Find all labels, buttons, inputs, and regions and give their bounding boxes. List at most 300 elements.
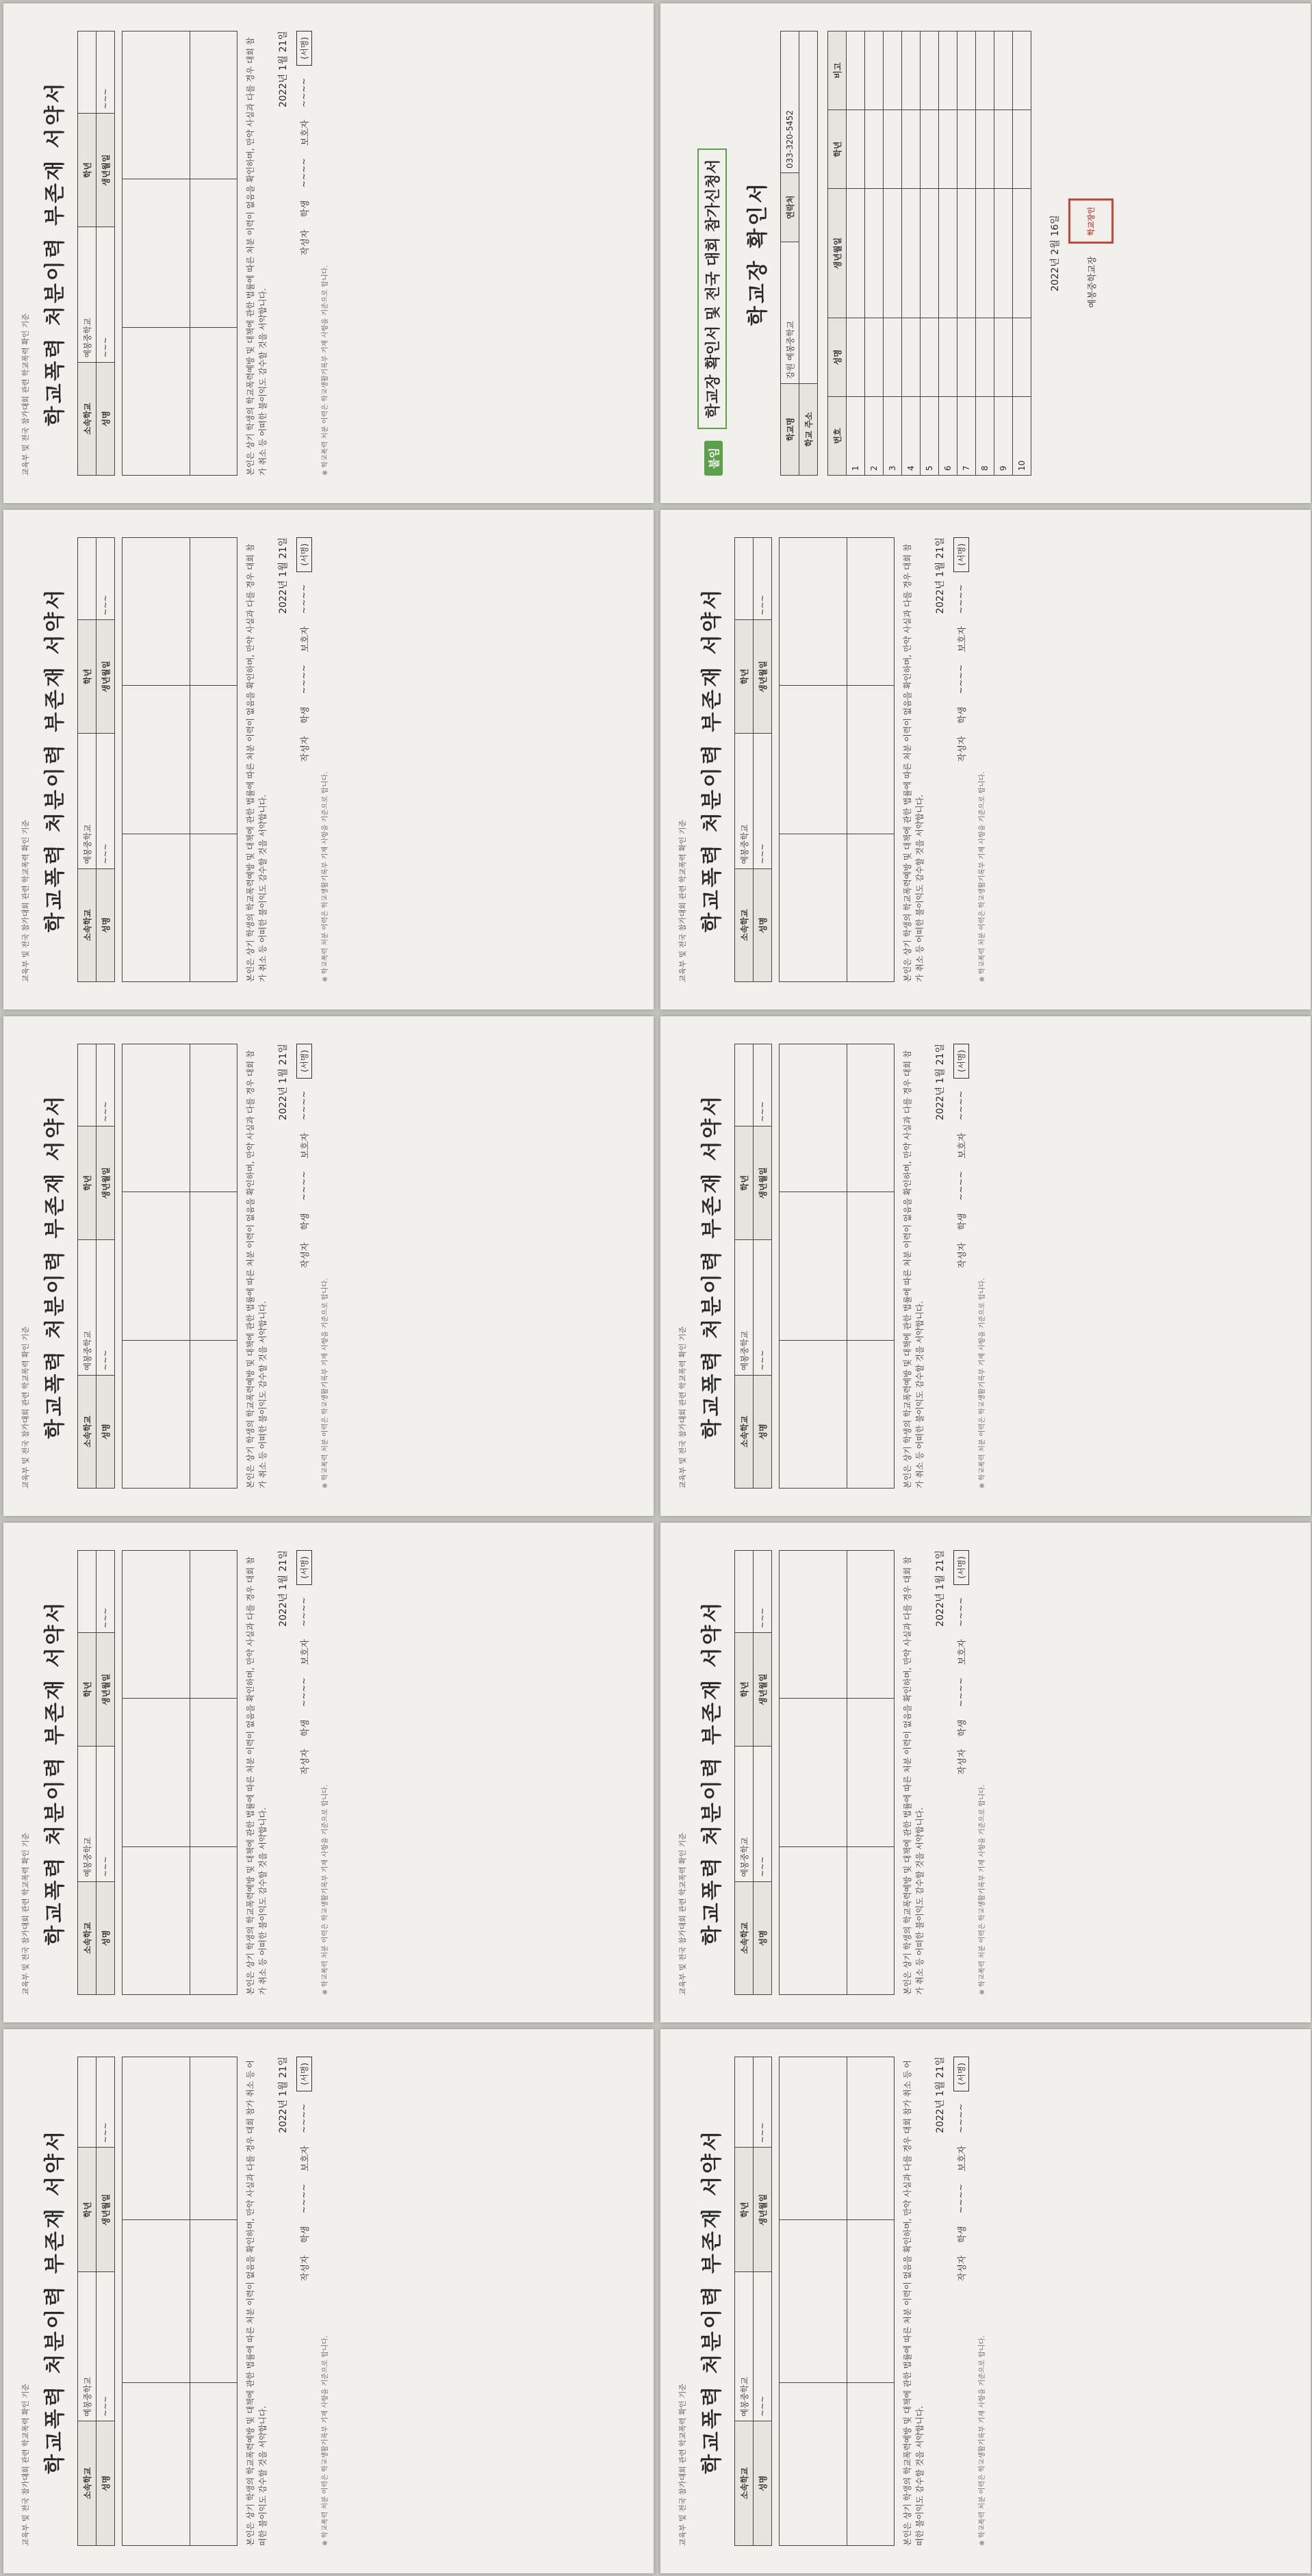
school-value: 예봉중학교 (735, 733, 754, 868)
sign-label: (서명) (953, 1550, 969, 1585)
column-header: 성명 (754, 1375, 772, 1488)
address-label: 학교 주소 (799, 383, 818, 475)
handwritten-birthdate: ~~~ (758, 1608, 767, 1629)
table-cell (754, 1551, 772, 1633)
table-cell (780, 1551, 847, 1699)
table-row (921, 31, 939, 476)
table-cell (865, 31, 884, 110)
table-cell (78, 1551, 97, 1633)
table-cell (847, 110, 865, 189)
student-list-table (827, 31, 1031, 476)
table-cell (754, 733, 772, 868)
consent-title: 학교폭력 처분이력 부존재 서약서 (700, 2128, 724, 2475)
form-subtitle: 학교장 확인서 (746, 180, 770, 326)
table-cell (780, 2057, 847, 2220)
handwritten-signature: ~~~~ (956, 2183, 966, 2214)
table-cell (123, 1699, 190, 1846)
agreement-text: 본인은 상기 학생의 학교폭력예방 및 대책에 관한 법률에 따른 처분 이력이 없음을 확인하며, 만약 사실과 다를 경우 대회 참가 취소 등 어떠한 불이익도 감수할 것을 서약합니다. (246, 1556, 268, 1995)
table-cell (884, 189, 902, 318)
signature-row (296, 2057, 312, 2546)
school-value: 예봉중학교 (78, 1746, 97, 1881)
handwritten-name: ~~~ (758, 1350, 767, 1371)
table-cell (939, 189, 957, 318)
table-cell (123, 1340, 190, 1488)
history-table (779, 1044, 895, 1489)
table-row (847, 31, 865, 476)
table-cell (123, 1044, 190, 1192)
table-cell (780, 538, 847, 686)
table-cell (902, 31, 921, 110)
guardian-label: 보호자 (957, 1639, 968, 1665)
footnote: ※ 학교폭력 처분 이력은 학교생활기록부 기재 사항을 기준으로 합니다. (322, 1278, 329, 1489)
agreement-text: 본인은 상기 학생의 학교폭력예방 및 대책에 관한 법률에 따른 처분 이력이 없음을 확인하며, 만약 사실과 다를 경우 대회 참가 취소 등 어떠한 불이익도 감수할 것을 서약합니다. (246, 37, 268, 476)
handwritten-signature: ~~~~ (956, 584, 966, 615)
table-cell (780, 1699, 847, 1846)
student-label: 학생 (300, 200, 311, 218)
form-header-note: 교육부 및 전국 참가대회 관련 학교폭력 확인 기준 (21, 313, 30, 476)
signer-label: 작성자 (957, 1242, 968, 1269)
student-label: 학생 (957, 2226, 968, 2243)
table-cell (97, 733, 115, 868)
student-info-table (734, 1044, 772, 1489)
table-cell (939, 31, 957, 110)
table-cell (735, 2057, 754, 2148)
table-cell: 10 (1013, 396, 1031, 475)
consent-form-page (660, 1523, 1311, 2022)
signature-row (296, 1044, 312, 1489)
signer-label: 작성자 (300, 736, 311, 762)
address-value (799, 31, 818, 384)
column-header: 학년 (735, 1633, 754, 1746)
table-cell (1013, 110, 1031, 189)
principal-name: 예봉중학교장 (1087, 256, 1098, 308)
table-cell (123, 1192, 190, 1340)
table-cell (123, 2220, 190, 2383)
table-cell (780, 1192, 847, 1340)
form-header (697, 31, 727, 476)
table-cell: 5 (921, 396, 939, 475)
signer-label: 작성자 (957, 1749, 968, 1775)
student-label: 학생 (300, 706, 311, 724)
handwritten-signature: ~~~~ (299, 77, 309, 108)
handwritten-name: ~~~ (758, 2395, 767, 2417)
table-cell (976, 31, 994, 110)
column-header: 소속학교 (735, 2421, 754, 2545)
guardian-label: 보호자 (300, 626, 311, 652)
handwritten-name: ~~~ (101, 1350, 110, 1371)
form-header-note: 교육부 및 전국 참가대회 관련 학교폭력 확인 기준 (678, 820, 687, 982)
table-row (1013, 31, 1031, 476)
table-cell (847, 31, 865, 110)
signer-label: 작성자 (300, 1749, 311, 1775)
table-cell (847, 2220, 895, 2383)
column-header: 소속학교 (735, 1375, 754, 1488)
table-cell (190, 179, 237, 327)
column-header: 학년 (78, 620, 97, 733)
footnote: ※ 학교폭력 처분 이력은 학교생활기록부 기재 사항을 기준으로 합니다. (979, 771, 986, 982)
table-cell (902, 189, 921, 318)
table-row (994, 31, 1013, 476)
table-cell (902, 110, 921, 189)
column-header: 번호 (828, 396, 847, 475)
handwritten-birthdate: ~~~ (758, 2122, 767, 2143)
footnote: ※ 학교폭력 처분 이력은 학교생활기록부 기재 사항을 기준으로 합니다. (979, 1784, 986, 1995)
footnote: ※ 학교폭력 처분 이력은 학교생활기록부 기재 사항을 기준으로 합니다. (322, 1784, 329, 1995)
school-value: 예봉중학교 (735, 1239, 754, 1375)
table-cell (865, 318, 884, 396)
school-value: 예봉중학교 (78, 733, 97, 868)
table-cell (97, 31, 115, 114)
column-header: 생년월일 (97, 1126, 115, 1239)
history-table (122, 31, 237, 476)
student-info-table (734, 2057, 772, 2546)
handwritten-signature: ~~~~ (956, 2103, 966, 2134)
table-cell (735, 1044, 754, 1126)
handwritten-signature: ~~~~ (299, 1090, 309, 1121)
school-value: 예봉중학교 (78, 227, 97, 362)
table-cell (994, 318, 1013, 396)
table-cell (754, 2272, 772, 2421)
column-header: 소속학교 (78, 1375, 97, 1488)
table-cell (190, 327, 237, 475)
agreement-text: 본인은 상기 학생의 학교폭력예방 및 대책에 관한 법률에 따른 처분 이력이 없음을 확인하며, 만약 사실과 다를 경우 대회 참가 취소 등 어떠한 불이익도 감수할 것을 서약합니다. (903, 1050, 925, 1489)
consent-date: 2022년 1월 21일 (935, 2057, 946, 2133)
table-cell (780, 1044, 847, 1192)
table-cell (921, 189, 939, 318)
signer-label: 작성자 (300, 1242, 311, 1269)
column-header: 성명 (828, 318, 847, 396)
table-row (939, 31, 957, 476)
sign-label: (서명) (296, 31, 312, 66)
handwritten-signature: ~~~~ (299, 157, 309, 188)
school-info-table (780, 31, 818, 476)
table-cell (780, 2220, 847, 2383)
table-cell (123, 31, 190, 179)
table-cell (190, 1846, 237, 1994)
column-header: 학년 (78, 1633, 97, 1746)
table-cell (123, 327, 190, 475)
column-header: 학년 (735, 1126, 754, 1239)
student-info-table (734, 1550, 772, 1995)
table-cell (847, 686, 895, 834)
handwritten-name: ~~~ (758, 1856, 767, 1877)
table-cell (190, 2220, 237, 2383)
table-cell (780, 834, 847, 981)
table-cell (902, 318, 921, 396)
signer-label: 작성자 (300, 2255, 311, 2282)
column-header: 생년월일 (754, 2148, 772, 2272)
table-cell (735, 1551, 754, 1633)
signer-label: 작성자 (957, 736, 968, 762)
table-cell (780, 686, 847, 834)
form-header-note: 교육부 및 전국 참가대회 관련 학교폭력 확인 기준 (678, 2384, 687, 2546)
column-header: 성명 (754, 868, 772, 981)
student-info-table (77, 2057, 115, 2546)
consent-title: 학교폭력 처분이력 부존재 서약서 (43, 587, 67, 933)
principal-signature-row (1068, 31, 1114, 476)
table-cell (97, 1746, 115, 1881)
signature-row (296, 31, 312, 476)
table-cell (754, 538, 772, 620)
table-row (976, 31, 994, 476)
consent-date: 2022년 1월 21일 (935, 537, 946, 614)
table-row (957, 31, 976, 476)
guardian-label: 보호자 (300, 2146, 311, 2172)
column-header: 성명 (754, 2421, 772, 2545)
table-cell (123, 1551, 190, 1699)
column-header: 성명 (97, 1881, 115, 1994)
phone-label: 연락처 (781, 173, 799, 242)
form-header-note: 교육부 및 전국 참가대회 관련 학교폭력 확인 기준 (21, 1833, 30, 1995)
signature-row (953, 2057, 969, 2546)
table-cell (97, 538, 115, 620)
phone-value: 033-320-5452 (781, 31, 799, 173)
column-header: 생년월일 (828, 189, 847, 318)
consent-date: 2022년 1월 21일 (278, 1550, 289, 1627)
column-header: 소속학교 (735, 1881, 754, 1994)
table-cell (921, 318, 939, 396)
table-cell (754, 1044, 772, 1126)
school-value: 강원 예봉중학교 (781, 242, 799, 383)
table-cell (123, 1846, 190, 1994)
table-row (865, 31, 884, 476)
sign-label: (서명) (296, 1550, 312, 1585)
table-cell (976, 318, 994, 396)
table-cell (994, 110, 1013, 189)
column-header: 소속학교 (78, 2421, 97, 2545)
column-header: 소속학교 (78, 868, 97, 981)
student-label: 학생 (957, 1719, 968, 1737)
consent-title: 학교폭력 처분이력 부존재 서약서 (700, 1599, 724, 1946)
handwritten-signature: ~~~~ (299, 2103, 309, 2134)
table-cell (78, 2057, 97, 2148)
sign-label: (서명) (953, 2057, 969, 2091)
table-cell (190, 686, 237, 834)
column-header: 생년월일 (97, 620, 115, 733)
table-cell (190, 834, 237, 981)
table-cell (190, 1044, 237, 1192)
consent-form-page (660, 1016, 1311, 1516)
consent-title: 학교폭력 처분이력 부존재 서약서 (43, 1093, 67, 1439)
handwritten-birthdate: ~~~ (758, 1101, 767, 1122)
consent-title: 학교폭력 처분이력 부존재 서약서 (43, 2128, 67, 2475)
consent-date: 2022년 1월 21일 (278, 31, 289, 107)
handwritten-birthdate: ~~~ (758, 595, 767, 616)
table-cell (847, 318, 865, 396)
handwritten-signature: ~~~~ (299, 1170, 309, 1201)
document-page-1 (660, 3, 1311, 503)
handwritten-signature: ~~~~ (299, 1677, 309, 1708)
table-cell (780, 2383, 847, 2546)
student-info-table (77, 1044, 115, 1489)
official-seal-icon: 학교장인 (1068, 198, 1114, 244)
column-header: 학년 (78, 2148, 97, 2272)
table-cell: 6 (939, 396, 957, 475)
column-header: 성명 (97, 868, 115, 981)
student-info-table (734, 537, 772, 982)
table-cell (123, 538, 190, 686)
consent-title: 학교폭력 처분이력 부존재 서약서 (700, 1093, 724, 1439)
table-cell (190, 1699, 237, 1846)
table-cell (957, 189, 976, 318)
table-cell (780, 1846, 847, 1994)
confirmation-date: 2022년 2월 16일 (1050, 215, 1061, 292)
table-cell (865, 189, 884, 318)
table-cell (123, 686, 190, 834)
table-cell (957, 318, 976, 396)
table-cell (921, 110, 939, 189)
student-label: 학생 (957, 706, 968, 724)
footnote: ※ 학교폭력 처분 이력은 학교생활기록부 기재 사항을 기준으로 합니다. (322, 771, 329, 982)
school-label: 학교명 (781, 383, 799, 475)
table-cell: 2 (865, 396, 884, 475)
consent-form-page (660, 2029, 1311, 2573)
table-cell (957, 31, 976, 110)
consent-form-page (3, 1523, 654, 2022)
handwritten-name: ~~~ (101, 337, 110, 358)
signature-row (953, 1550, 969, 1995)
handwritten-signature: ~~~~ (299, 584, 309, 615)
column-header: 학년 (78, 114, 97, 227)
table-cell (939, 110, 957, 189)
consent-title: 학교폭력 처분이력 부존재 서약서 (43, 80, 67, 426)
school-value: 예봉중학교 (78, 1239, 97, 1375)
table-cell: 4 (902, 396, 921, 475)
table-cell (78, 31, 97, 114)
column-header: 학년 (828, 110, 847, 189)
table-cell (123, 2383, 190, 2546)
table-cell (78, 538, 97, 620)
table-cell (97, 1551, 115, 1633)
table-cell (97, 227, 115, 362)
table-cell: 8 (976, 396, 994, 475)
table-cell (190, 2057, 237, 2220)
sign-label: (서명) (953, 1044, 969, 1079)
table-cell (847, 538, 895, 686)
guardian-label: 보호자 (957, 1133, 968, 1159)
consent-date: 2022년 1월 21일 (278, 537, 289, 614)
table-cell (190, 2383, 237, 2546)
column-header: 학년 (735, 2148, 754, 2272)
column-header: 학년 (735, 620, 754, 733)
table-cell (97, 1044, 115, 1126)
table-cell: 3 (884, 396, 902, 475)
table-cell (847, 1846, 895, 1994)
signature-row (296, 1550, 312, 1995)
form-header-note: 교육부 및 전국 참가대회 관련 학교폭력 확인 기준 (21, 2384, 30, 2546)
consent-title: 학교폭력 처분이력 부존재 서약서 (43, 1599, 67, 1946)
table-cell (754, 1746, 772, 1881)
attachment-badge: 붙임 (704, 441, 723, 476)
agreement-text: 본인은 상기 학생의 학교폭력예방 및 대책에 관한 법률에 따른 처분 이력이 없음을 확인하며, 만약 사실과 다를 경우 대회 참가 취소 등 어떠한 불이익도 감수할 것을 서약합니다. (246, 2060, 268, 2546)
handwritten-birthdate: ~~~ (101, 88, 110, 110)
table-cell (754, 1239, 772, 1375)
footnote: ※ 학교폭력 처분 이력은 학교생활기록부 기재 사항을 기준으로 합니다. (322, 2335, 329, 2546)
agreement-text: 본인은 상기 학생의 학교폭력예방 및 대책에 관한 법률에 따른 처분 이력이 없음을 확인하며, 만약 사실과 다를 경우 대회 참가 취소 등 어떠한 불이익도 감수할 것을 서약합니다. (903, 1556, 925, 1995)
school-value: 예봉중학교 (78, 2272, 97, 2421)
signature-row (953, 1044, 969, 1489)
handwritten-birthdate: ~~~ (101, 595, 110, 616)
form-title: 학교장 확인서 및 전국 대회 참가신청서 (697, 149, 727, 429)
history-table (122, 1550, 237, 1995)
student-info-table (77, 31, 115, 476)
column-header: 비고 (828, 31, 847, 110)
handwritten-signature: ~~~~ (956, 1170, 966, 1201)
table-cell (994, 31, 1013, 110)
table-cell (847, 189, 865, 318)
student-info-table (77, 537, 115, 982)
table-cell (1013, 31, 1031, 110)
agreement-text: 본인은 상기 학생의 학교폭력예방 및 대책에 관한 법률에 따른 처분 이력이 없음을 확인하며, 만약 사실과 다를 경우 대회 참가 취소 등 어떠한 불이익도 감수할 것을 서약합니다. (246, 543, 268, 982)
table-cell (735, 538, 754, 620)
handwritten-name: ~~~ (101, 843, 110, 864)
form-header-note: 교육부 및 전국 참가대회 관련 학교폭력 확인 기준 (21, 820, 30, 982)
column-header: 생년월일 (754, 1126, 772, 1239)
column-header: 생년월일 (97, 2148, 115, 2272)
table-cell (97, 1239, 115, 1375)
table-cell (847, 1340, 895, 1488)
signer-label: 작성자 (300, 229, 311, 256)
table-cell (190, 1551, 237, 1699)
signature-row (953, 537, 969, 982)
handwritten-birthdate: ~~~ (101, 1608, 110, 1629)
agreement-text: 본인은 상기 학생의 학교폭력예방 및 대책에 관한 법률에 따른 처분 이력이 없음을 확인하며, 만약 사실과 다를 경우 대회 참가 취소 등 어떠한 불이익도 감수할 것을 서약합니다. (246, 1050, 268, 1489)
signature-row (296, 537, 312, 982)
consent-date: 2022년 1월 21일 (278, 1044, 289, 1120)
history-table (122, 537, 237, 982)
handwritten-signature: ~~~~ (956, 1597, 966, 1627)
table-cell (123, 179, 190, 327)
table-cell (865, 110, 884, 189)
footnote: ※ 학교폭력 처분 이력은 학교생활기록부 기재 사항을 기준으로 합니다. (322, 265, 329, 476)
table-row (902, 31, 921, 476)
table-cell (190, 1192, 237, 1340)
table-cell: 9 (994, 396, 1013, 475)
student-label: 학생 (957, 1213, 968, 1231)
table-cell (957, 110, 976, 189)
form-header-note: 교육부 및 전국 참가대회 관련 학교폭력 확인 기준 (678, 1833, 687, 1995)
column-header: 성명 (754, 1881, 772, 1994)
table-cell (847, 834, 895, 981)
table-cell (884, 318, 902, 396)
agreement-text: 본인은 상기 학생의 학교폭력예방 및 대책에 관한 법률에 따른 처분 이력이 없음을 확인하며, 만약 사실과 다를 경우 대회 참가 취소 등 어떠한 불이익도 감수할 것을 서약합니다. (903, 543, 925, 982)
agreement-text: 본인은 상기 학생의 학교폭력예방 및 대책에 관한 법률에 따른 처분 이력이 없음을 확인하며, 만약 사실과 다를 경우 대회 참가 취소 등 어떠한 불이익도 감수할 것을 서약합니다. (903, 2060, 925, 2546)
column-header: 소속학교 (78, 1881, 97, 1994)
school-value: 예봉중학교 (735, 1746, 754, 1881)
table-cell (78, 1044, 97, 1126)
student-label: 학생 (300, 1213, 311, 1231)
table-cell (190, 31, 237, 179)
table-cell (754, 2057, 772, 2148)
table-cell (884, 110, 902, 189)
form-header-note: 교육부 및 전국 참가대회 관련 학교폭력 확인 기준 (21, 1326, 30, 1489)
footnote: ※ 학교폭력 처분 이력은 학교생활기록부 기재 사항을 기준으로 합니다. (979, 1278, 986, 1489)
table-cell (976, 189, 994, 318)
table-cell (123, 834, 190, 981)
handwritten-birthdate: ~~~ (101, 2122, 110, 2143)
table-row (884, 31, 902, 476)
column-header: 소속학교 (78, 362, 97, 475)
student-label: 학생 (300, 2226, 311, 2243)
consent-date: 2022년 1월 21일 (278, 2057, 289, 2133)
handwritten-signature: ~~~~ (299, 664, 309, 695)
handwritten-signature: ~~~~ (956, 664, 966, 695)
column-header: 생년월일 (97, 114, 115, 227)
guardian-label: 보호자 (957, 626, 968, 652)
table-cell (994, 189, 1013, 318)
handwritten-signature: ~~~~ (956, 1090, 966, 1121)
history-table (122, 1044, 237, 1489)
